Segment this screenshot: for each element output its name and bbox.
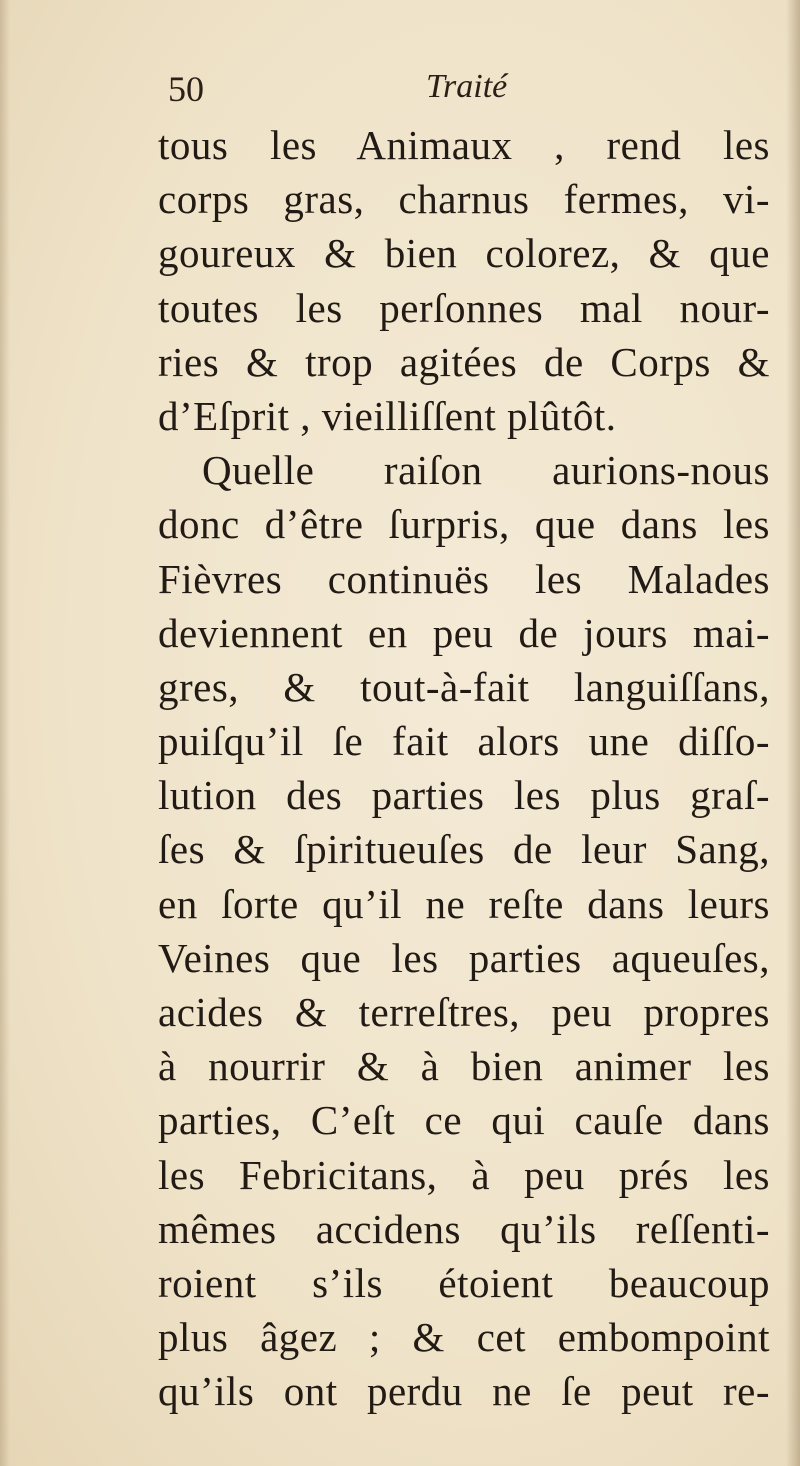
page-edge-shadow — [786, 0, 800, 1466]
running-title: Traité — [426, 68, 508, 105]
text-line: ries & trop agitées de Corps & — [158, 338, 770, 385]
text-line: Fièvres continuës les Malades — [158, 555, 770, 602]
text-line: Veines que les parties aqueuſes, — [158, 934, 770, 981]
text-line: tous les Animaux , rend les — [158, 122, 770, 168]
text-line: ſes & ſpiritueuſes de leur Sang, — [158, 826, 770, 873]
paragraph-first-line: Quelle raiſon aurions-nous — [202, 447, 770, 494]
text-line: qu’ils ont perdu ne ſe peut re- — [158, 1368, 770, 1415]
text-line: les Febricitans, à peu prés les — [158, 1151, 770, 1198]
text-line: en ſorte qu’il ne reſte dans leurs — [158, 880, 770, 927]
text-line: acides & terreſtres, peu propres — [158, 989, 770, 1035]
text-line: donc d’être ſurpris, que dans les — [158, 501, 770, 548]
text-line: deviennent en peu de jours mai- — [158, 609, 770, 656]
text-line: d’Eſprit , vieilliſſent plûtôt. — [158, 392, 617, 439]
text-line: plus âgez ; & cet embompoint — [158, 1314, 770, 1361]
page-gutter-shadow — [0, 0, 10, 1466]
text-line: toutes les perſonnes mal nour- — [158, 284, 770, 331]
text-line: gres, & tout-à-fait languiſſans, — [158, 663, 770, 710]
text-line: goureux & bien colorez, & que — [158, 230, 770, 277]
text-line: puiſqu’il ſe fait alors une diſſo- — [158, 718, 770, 765]
page-header — [168, 68, 768, 118]
body-text — [158, 118, 770, 1419]
page-number: 50 — [168, 69, 204, 109]
text-line: roient s’ils étoient beaucoup — [158, 1259, 770, 1306]
text-line: corps gras, charnus fermes, vi- — [158, 176, 770, 223]
text-line: lution des parties les plus graſ- — [158, 772, 770, 819]
text-line: mêmes accidens qu’ils reſſenti- — [158, 1205, 770, 1252]
text-line: parties, C’eſt ce qui cauſe dans — [158, 1097, 770, 1144]
text-line: à nourrir & à bien animer les — [158, 1043, 770, 1090]
